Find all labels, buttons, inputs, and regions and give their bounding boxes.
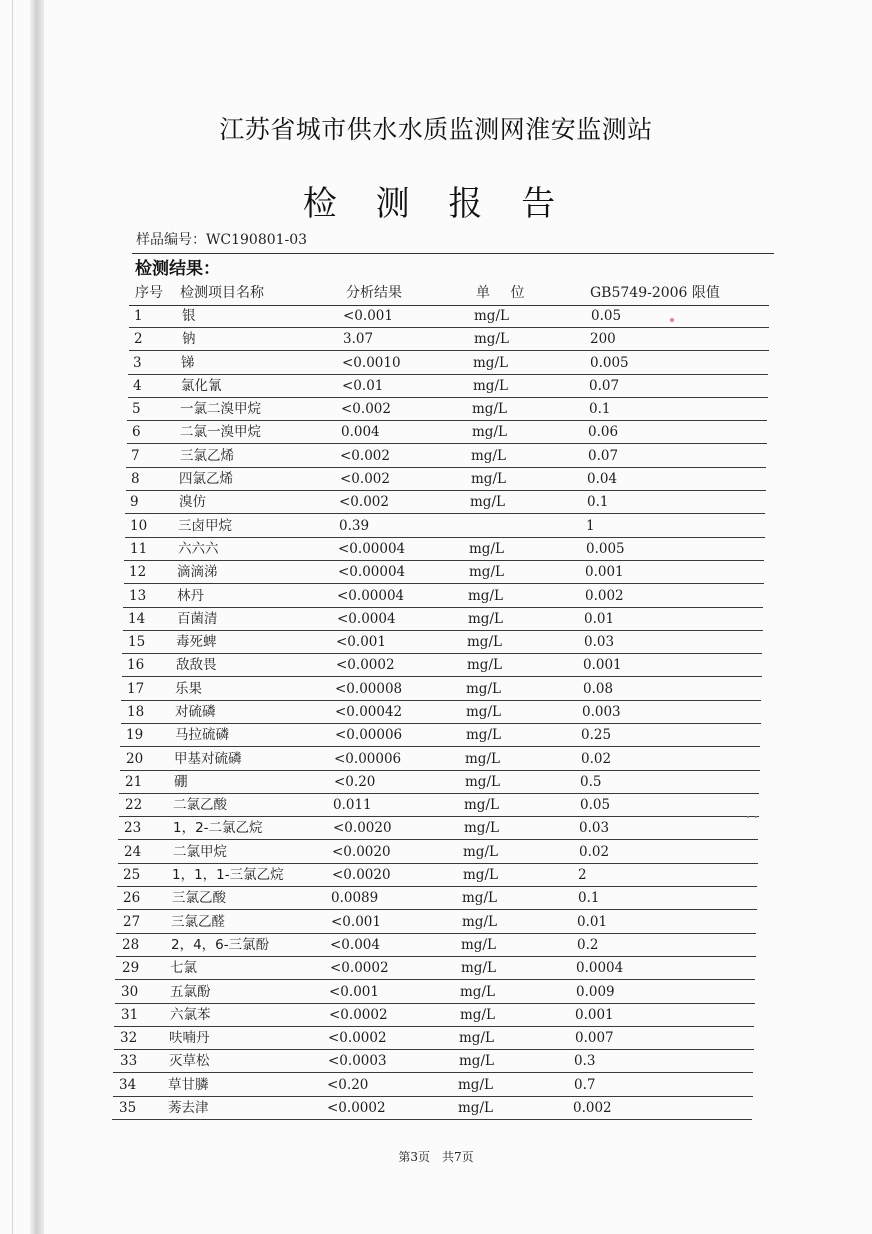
cell-no: 25: [123, 867, 141, 883]
cell-result: <0.0003: [328, 1053, 387, 1069]
cell-result: <0.01: [342, 378, 384, 394]
table-row: [127, 398, 767, 421]
cell-unit: mg/L: [470, 494, 505, 510]
cell-limit: 0.03: [584, 634, 615, 650]
table-row: [117, 864, 757, 887]
cell-unit: mg/L: [467, 634, 502, 650]
cell-limit: 0.1: [587, 494, 609, 510]
cell-limit: 200: [590, 331, 616, 347]
cell-result: <0.0020: [332, 844, 391, 860]
cell-name: 1，2-二氯乙烷: [173, 820, 263, 836]
results-heading: 检测结果：: [135, 259, 220, 279]
row-rule: [124, 583, 764, 584]
cell-name: 六六六: [178, 541, 219, 557]
cell-result: <0.002: [339, 494, 389, 510]
cell-no: 19: [126, 727, 144, 743]
table-row: [128, 375, 768, 398]
cell-result: <0.002: [340, 471, 390, 487]
table-row: [115, 957, 755, 980]
cell-limit: 0.001: [575, 1007, 614, 1023]
table-row: [118, 817, 758, 840]
cell-result: <0.001: [329, 984, 379, 1000]
cell-no: 21: [125, 774, 143, 790]
cell-result: <0.004: [330, 937, 380, 953]
cell-no: 7: [131, 448, 140, 464]
cell-no: 13: [129, 588, 147, 604]
cell-name: 毒死蜱: [176, 634, 217, 650]
table-row: [116, 911, 756, 934]
cell-result: <0.001: [343, 308, 393, 324]
cell-no: 6: [132, 424, 141, 440]
cell-limit: 0.07: [589, 378, 620, 394]
table-row: [116, 934, 756, 957]
table-row: [118, 841, 758, 864]
cell-limit: 0.05: [591, 308, 622, 324]
column-header-no: 序号: [135, 285, 163, 301]
cell-no: 18: [127, 704, 145, 720]
cell-name: 四氯乙烯: [179, 471, 233, 487]
cell-no: 29: [122, 960, 140, 976]
cell-no: 22: [125, 797, 143, 813]
cell-unit: mg/L: [471, 471, 506, 487]
cell-result: <0.0020: [333, 820, 392, 836]
cell-limit: 0.3: [574, 1053, 596, 1069]
cell-no: 12: [129, 564, 147, 580]
cell-limit: 0.05: [580, 797, 611, 813]
table-row: [124, 538, 764, 561]
cell-limit: 2: [578, 867, 587, 883]
table-row: [126, 468, 766, 491]
cell-limit: 0.02: [581, 751, 612, 767]
cell-result: <0.0002: [328, 1030, 387, 1046]
row-rule: [129, 350, 769, 351]
cell-limit: 0.005: [586, 541, 625, 557]
ink-speck: [670, 318, 674, 322]
cell-result: 3.07: [343, 331, 374, 347]
cell-no: 28: [122, 937, 140, 953]
cell-no: 2: [134, 331, 143, 347]
table-row: [113, 1050, 753, 1073]
column-header-unit: 单 位: [476, 285, 533, 301]
cell-unit: mg/L: [468, 588, 503, 604]
cell-unit: mg/L: [473, 355, 508, 371]
cell-no: 20: [126, 751, 144, 767]
table-row: [124, 561, 764, 584]
cell-name: 对硫磷: [175, 704, 216, 720]
cell-limit: 0.001: [583, 657, 622, 673]
cell-no: 9: [130, 494, 139, 510]
cell-name: 硼: [174, 774, 188, 790]
cell-result: <0.00008: [335, 681, 403, 697]
cell-name: 一氯二溴甲烷: [180, 401, 261, 417]
cell-name: 钠: [182, 331, 196, 347]
row-rule: [122, 676, 762, 677]
cell-limit: 0.25: [581, 727, 612, 743]
cell-result: <0.20: [327, 1077, 369, 1093]
cell-unit: mg/L: [474, 331, 509, 347]
table-row: [126, 445, 766, 468]
table-row: [121, 678, 761, 701]
cell-name: 二氯乙酸: [173, 797, 227, 813]
cell-name: 甲基对硫磷: [174, 751, 242, 767]
cell-limit: 0.1: [589, 401, 611, 417]
row-rule: [113, 1072, 753, 1073]
row-rule: [115, 979, 755, 980]
cell-result: <0.0002: [327, 1100, 386, 1116]
table-row: [129, 328, 769, 351]
cell-limit: 0.01: [584, 611, 615, 627]
cell-name: 敌敌畏: [176, 657, 217, 673]
cell-unit: mg/L: [473, 378, 508, 394]
cell-no: 17: [127, 681, 145, 697]
cell-result: 0.39: [339, 518, 370, 534]
cell-unit: mg/L: [472, 424, 507, 440]
cell-name: 溴仿: [179, 494, 206, 510]
table-row: [117, 887, 757, 910]
cell-name: 三氯乙醛: [171, 914, 225, 930]
cell-unit: mg/L: [471, 448, 506, 464]
cell-name: 二氯一溴甲烷: [180, 424, 261, 440]
cell-name: 氯化氰: [181, 378, 222, 394]
cell-limit: 0.03: [579, 820, 610, 836]
cell-name: 五氯酚: [170, 984, 211, 1000]
table-row: [125, 491, 765, 514]
row-rule: [112, 1119, 752, 1120]
table-row: [123, 608, 763, 631]
table-row: [119, 771, 759, 794]
cell-result: <0.00004: [338, 541, 406, 557]
cell-limit: 0.02: [579, 844, 610, 860]
cell-no: 11: [130, 541, 148, 557]
cell-name: 三卤甲烷: [178, 518, 232, 534]
cell-name: 乐果: [175, 681, 202, 697]
cell-name: 二氯甲烷: [173, 844, 227, 860]
cell-unit: mg/L: [464, 797, 499, 813]
table-row: [114, 1027, 754, 1050]
cell-unit: mg/L: [466, 704, 501, 720]
table-row: [127, 421, 767, 444]
table-row: [122, 631, 762, 654]
cell-no: 8: [131, 471, 140, 487]
cell-result: <0.0010: [342, 355, 401, 371]
cell-name: 百菌清: [177, 611, 218, 627]
cell-no: 3: [133, 355, 142, 371]
cell-no: 27: [123, 914, 141, 930]
cell-limit: 0.003: [582, 704, 621, 720]
cell-result: <0.0002: [329, 1007, 388, 1023]
cell-limit: 0.01: [577, 914, 608, 930]
column-header-name: 检测项目名称: [180, 285, 264, 301]
cell-limit: 0.5: [580, 774, 602, 790]
table-row: [120, 724, 760, 747]
ink-speck: [747, 816, 749, 818]
table-row: [112, 1097, 752, 1120]
cell-unit: mg/L: [462, 890, 497, 906]
table-row: [113, 1074, 753, 1097]
cell-unit: mg/L: [468, 611, 503, 627]
column-header-limit: GB5749-2006 限值: [590, 285, 720, 301]
cell-no: 15: [128, 634, 146, 650]
table-row: [114, 1004, 754, 1027]
cell-result: <0.0002: [330, 960, 389, 976]
cell-result: 0.004: [341, 424, 380, 440]
cell-result: <0.002: [341, 401, 391, 417]
cell-limit: 0.007: [575, 1030, 614, 1046]
cell-result: 0.011: [333, 797, 372, 813]
cell-unit: mg/L: [459, 1053, 494, 1069]
cell-name: 银: [182, 308, 196, 324]
cell-no: 14: [128, 611, 146, 627]
cell-result: <0.00004: [338, 564, 406, 580]
table-row: [122, 654, 762, 677]
cell-unit: mg/L: [461, 937, 496, 953]
cell-unit: mg/L: [460, 1007, 495, 1023]
cell-limit: 0.005: [590, 355, 629, 371]
cell-unit: mg/L: [465, 751, 500, 767]
cell-limit: 0.07: [588, 448, 619, 464]
cell-name: 2，4，6-三氯酚: [171, 937, 270, 953]
table-row: [115, 981, 755, 1004]
cell-name: 灭草松: [169, 1053, 210, 1069]
cell-result: <0.0004: [337, 611, 396, 627]
cell-name: 1，1，1-三氯乙烷: [172, 867, 284, 883]
cell-limit: 0.06: [588, 424, 619, 440]
cell-limit: 0.001: [585, 564, 624, 580]
cell-no: 32: [120, 1030, 138, 1046]
cell-no: 31: [121, 1007, 139, 1023]
cell-result: <0.20: [334, 774, 376, 790]
cell-no: 33: [120, 1053, 138, 1069]
cell-no: 35: [119, 1100, 137, 1116]
cell-limit: 0.0004: [576, 960, 624, 976]
cell-limit: 0.04: [587, 471, 618, 487]
cell-unit: mg/L: [467, 657, 502, 673]
cell-unit: mg/L: [466, 727, 501, 743]
cell-result: <0.0020: [332, 867, 391, 883]
cell-result: <0.0002: [336, 657, 395, 673]
cell-no: 30: [121, 984, 139, 1000]
cell-name: 林丹: [177, 588, 204, 604]
cell-unit: mg/L: [458, 1100, 493, 1116]
cell-no: 10: [130, 518, 148, 534]
cell-limit: 0.002: [573, 1100, 612, 1116]
cell-name: 锑: [181, 355, 195, 371]
cell-name: 三氯乙酸: [172, 890, 226, 906]
table-row: [121, 701, 761, 724]
cell-limit: 0.7: [574, 1077, 596, 1093]
cell-unit: mg/L: [463, 844, 498, 860]
cell-unit: mg/L: [458, 1077, 493, 1093]
cell-unit: mg/L: [469, 541, 504, 557]
cell-result: 0.0089: [331, 890, 379, 906]
cell-unit: mg/L: [472, 401, 507, 417]
cell-no: 4: [133, 378, 142, 394]
cell-no: 1: [134, 308, 143, 324]
cell-result: <0.00006: [335, 727, 403, 743]
cell-name: 三氯乙烯: [180, 448, 234, 464]
cell-no: 23: [124, 820, 142, 836]
cell-limit: 0.08: [583, 681, 614, 697]
cell-name: 六氯苯: [170, 1007, 211, 1023]
cell-unit: mg/L: [459, 1030, 494, 1046]
table-row: [119, 794, 759, 817]
cell-unit: mg/L: [462, 914, 497, 930]
cell-limit: 0.002: [585, 588, 624, 604]
table-row: [128, 352, 768, 375]
table-row: [120, 748, 760, 771]
cell-unit: mg/L: [465, 774, 500, 790]
cell-unit: mg/L: [469, 564, 504, 580]
cell-name: 滴滴涕: [177, 564, 218, 580]
ink-speck: [755, 816, 757, 818]
cell-no: 26: [123, 890, 141, 906]
cell-result: <0.001: [336, 634, 386, 650]
cell-no: 24: [124, 844, 142, 860]
cell-name: 莠去津: [168, 1100, 209, 1116]
table-row: [125, 515, 765, 538]
cell-unit: mg/L: [461, 960, 496, 976]
cell-no: 16: [127, 657, 145, 673]
cell-limit: 0.2: [577, 937, 599, 953]
cell-result: <0.00004: [337, 588, 405, 604]
cell-result: <0.002: [340, 448, 390, 464]
cell-unit: mg/L: [464, 820, 499, 836]
cell-result: <0.00006: [334, 751, 402, 767]
cell-result: <0.001: [331, 914, 381, 930]
cell-limit: 0.1: [578, 890, 600, 906]
cell-no: 34: [119, 1077, 137, 1093]
cell-name: 呋喃丹: [169, 1030, 210, 1046]
cell-name: 草甘膦: [168, 1077, 209, 1093]
cell-unit: mg/L: [463, 867, 498, 883]
cell-result: <0.00042: [335, 704, 403, 720]
table-row: [123, 585, 763, 608]
cell-unit: mg/L: [474, 308, 509, 324]
cell-limit: 1: [586, 518, 595, 534]
cell-name: 马拉硫磷: [175, 727, 229, 743]
page-number: 第3页 共7页: [398, 1150, 474, 1164]
table-row: [129, 305, 769, 328]
report-title: 检 测 报 告: [302, 184, 570, 224]
cell-name: 七氯: [170, 960, 197, 976]
sample-number: 样品编号：WC190801-03: [136, 232, 308, 248]
cell-unit: mg/L: [460, 984, 495, 1000]
column-header-result: 分析结果: [346, 285, 402, 301]
organization-title: 江苏省城市供水水质监测网淮安监测站: [219, 115, 653, 144]
cell-limit: 0.009: [576, 984, 615, 1000]
cell-no: 5: [132, 401, 141, 417]
cell-unit: mg/L: [466, 681, 501, 697]
